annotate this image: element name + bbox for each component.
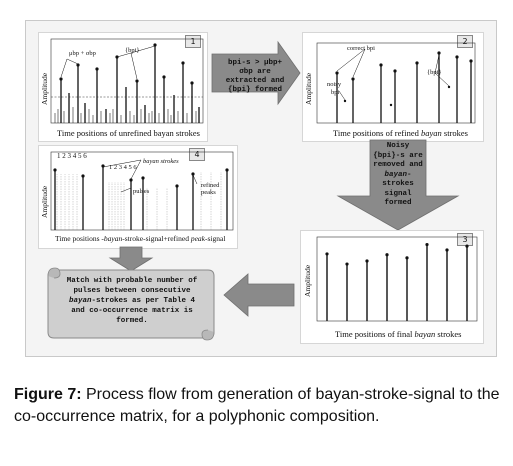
x-label-prefix: Time positions of refined (333, 128, 421, 138)
stroke-head (345, 262, 348, 265)
stroke-head (465, 245, 468, 248)
arrow-2-line-3: removed and (373, 161, 423, 169)
scroll-line-4: and co-occurrence matrix is (71, 307, 193, 315)
panel-final-strokes (300, 230, 484, 344)
y-axis-label: Amplitude (304, 72, 313, 105)
panel-stroke-and-peak-signal (38, 145, 238, 249)
stroke-head (405, 256, 408, 259)
scroll-line-3 (54, 296, 210, 306)
panel-3-plot (317, 237, 479, 323)
panel-number: 1 (185, 35, 201, 48)
panel-number: 3 (457, 233, 473, 246)
panel-number: 4 (189, 148, 205, 161)
bayan-strokes-text: bayan strokes (143, 158, 179, 165)
arrow-1-line-3: extracted and (225, 77, 285, 85)
arrow-2-line-1: Noisy (386, 142, 410, 150)
x-label-mid: -stroke-signal+refined (122, 234, 191, 243)
stroke-head (365, 259, 368, 262)
bayan-strokes-label (143, 158, 179, 165)
stroke-lines (55, 166, 227, 230)
arrow-1-text (218, 59, 292, 95)
stroke-head (445, 248, 448, 251)
y-axis-label: Amplitude (303, 264, 312, 297)
scroll-line-1: Match with probable number of (66, 277, 198, 285)
arrow-to-matching (222, 272, 296, 318)
arrow-2-line-4 (370, 171, 426, 181)
figure-caption (14, 384, 504, 428)
x-axis-label: Time positions of unrefined bayan strokes (57, 128, 200, 138)
mu-sigma-label: μbp + σbp (69, 50, 96, 57)
x-label-prefix: Time positions - (55, 234, 104, 243)
x-label-prefix: Time positions of final (335, 329, 415, 339)
arrow-2-line-4-italic: bayan (384, 170, 407, 179)
x-label-italic-1: bayan (103, 234, 123, 243)
scroll-line-2: pulses between consecutive (73, 287, 191, 295)
x-label-suffix: -signal (205, 234, 226, 243)
correct-bp-label: correct bpi (347, 45, 375, 52)
panel-refined-strokes (302, 32, 484, 142)
caption-text: Process flow from generation of bayan-stroke-signal to the co-occurrence matrix, for a polyphonic composition. (14, 386, 500, 425)
arrow-1-line-2: σbp are (239, 68, 271, 76)
arrow-2-line-5: strokes (382, 180, 414, 188)
y-axis-label: Amplitude (40, 72, 49, 105)
scroll-line-5: formed. (116, 317, 148, 325)
scroll-line-3-italic: bayan (68, 297, 92, 305)
peaks-label: peaks (201, 189, 216, 196)
pulses-label: pulses (133, 188, 150, 195)
stroke-head (325, 252, 328, 255)
x-axis-label (55, 234, 225, 243)
arrow-2-line-2: {bpi}-s are (373, 151, 423, 160)
noisy-bp-label: bpi (331, 89, 340, 96)
x-label-italic: bayan (414, 329, 436, 339)
arrow-2-line-6: signal (384, 189, 412, 198)
stroke-head (425, 243, 428, 246)
scroll-text (54, 276, 210, 326)
pulse-index-sequence-2: 1 2 3 4 5 6 (109, 164, 137, 171)
stroke-head (385, 253, 388, 256)
scroll-line-3-suffix: -strokes as per Table 4 (91, 297, 196, 305)
x-label-suffix: strokes (441, 128, 468, 138)
refined-label: refined (201, 182, 220, 189)
x-axis-label (335, 329, 462, 339)
x-label-italic-2: peak (190, 234, 206, 243)
pulse-lines (57, 172, 221, 230)
arrow-1-line-4: {bpi} formed (227, 86, 282, 94)
arrow-1-line-1: bpi-s > μbp+ (227, 59, 282, 67)
bp-set-label: {bpi} (125, 47, 140, 54)
x-label-suffix: strokes (435, 329, 462, 339)
caption-label: Figure 7: (14, 386, 82, 403)
y-axis-label: Amplitude (40, 185, 49, 218)
bp-set-label: {bpi} (427, 69, 442, 76)
panel-unrefined-strokes (38, 32, 208, 142)
x-axis-label (333, 128, 468, 138)
arrow-2-text (370, 142, 426, 209)
x-label-italic: bayan (421, 128, 442, 138)
panel-number: 2 (457, 35, 473, 48)
arrow-2-line-7: formed (384, 199, 412, 207)
arrow-2-line-4-suffix: - (407, 170, 412, 179)
noisy-label: noisy (327, 81, 342, 88)
pulse-index-sequence-1: 1 2 3 4 5 6 (57, 152, 87, 160)
